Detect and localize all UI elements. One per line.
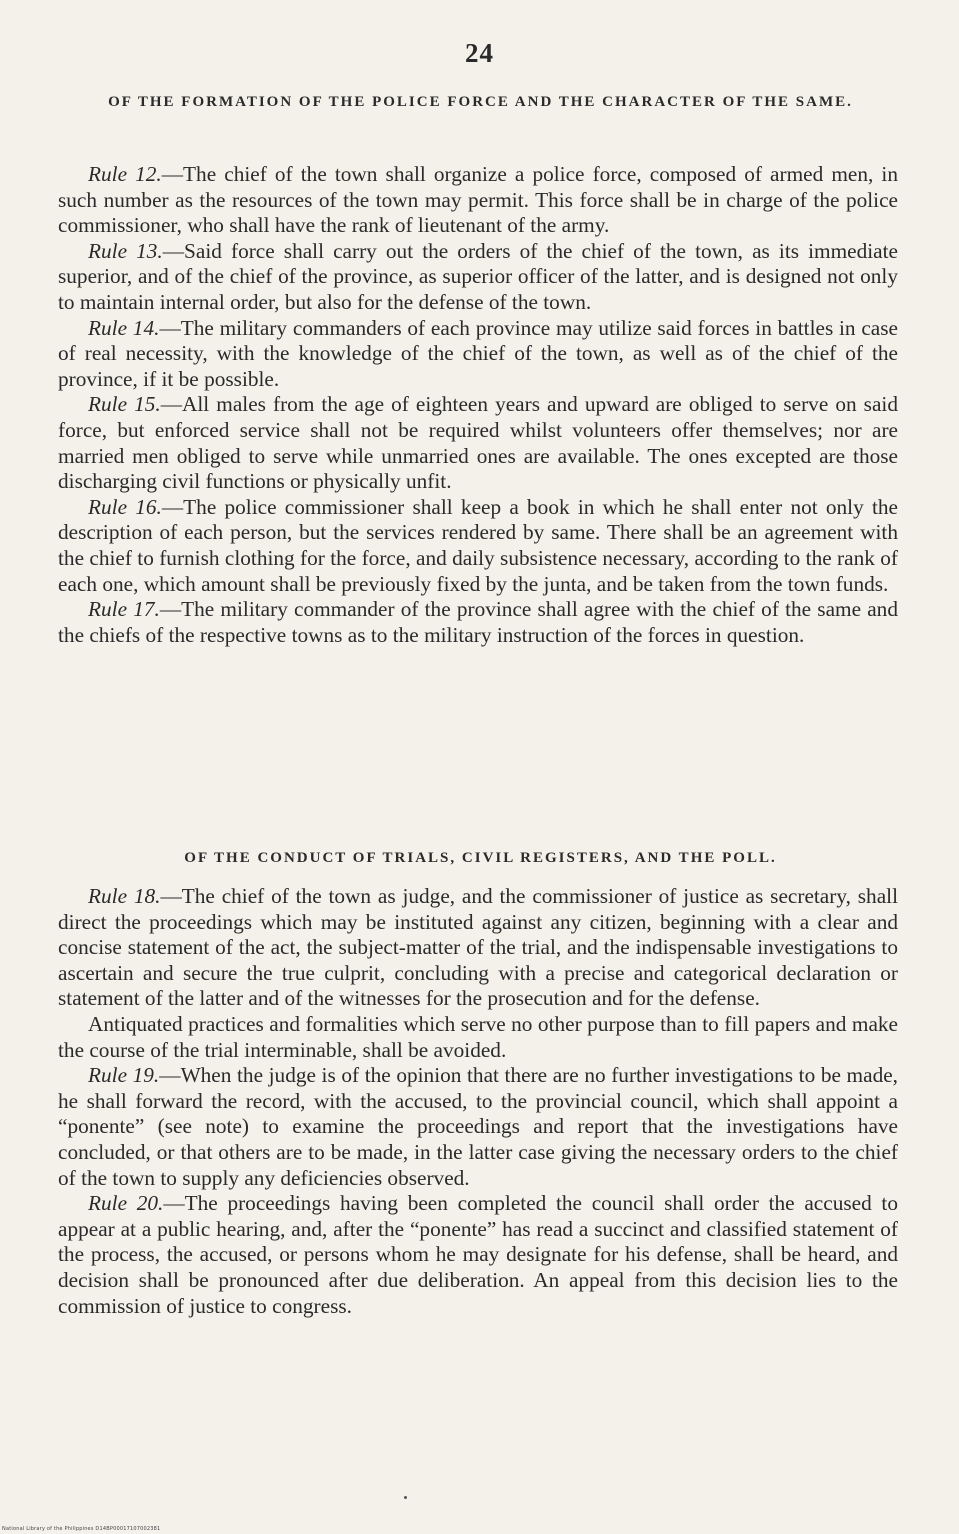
section-heading-trials: OF THE CONDUCT OF TRIALS, CIVIL REGISTERS, AND THE POLL. bbox=[184, 850, 777, 866]
rule-text: —The chief of the town as judge, and the commissioner of justice as secretary, shall direct the proceedings which may be instituted against any citizen, beginning with a clear and concise statement of the act, the subject-matter of the trial, and the indispensable investigations to ascertain and secure the true culprit, concluding with a precise and categorical declaration or statement of the latter and of the witnesses for the prosecution and for the defense. bbox=[58, 884, 898, 1011]
rule-text: —The military commander of the province shall agree with the chief of the same and the chiefs of the respective towns as to the military instruction of the forces in question. bbox=[58, 597, 898, 647]
rule-label: Rule 19. bbox=[88, 1063, 160, 1088]
rule-paragraph bbox=[58, 597, 898, 648]
rule-paragraph bbox=[58, 1063, 898, 1191]
rule-paragraph bbox=[58, 1191, 898, 1319]
ink-dot bbox=[404, 1496, 407, 1499]
rule-paragraph bbox=[58, 316, 898, 393]
section-heading-police-force: OF THE FORMATION OF THE POLICE FORCE AND THE CHARACTER OF THE SAME. bbox=[108, 94, 853, 110]
rule-paragraph bbox=[58, 884, 898, 1012]
footer-scan-id: National Library of the Philippines D14BP00017107002381 bbox=[2, 1526, 161, 1532]
page-number: 24 bbox=[465, 38, 494, 68]
rule-text: —The chief of the town shall organize a police force, composed of armed men, in such number as the resources of the town may permit. This force shall be in charge of the police commissioner, who shall have the rank of lieutenant of the army. bbox=[58, 162, 898, 238]
rule-label: Rule 16. bbox=[88, 494, 162, 519]
rule-paragraph bbox=[58, 392, 898, 494]
rule-text: —All males from the age of eighteen years and upward are obliged to serve on said force, but enforced service shall not be required whilst volunteers offer themselves; nor are married men obliged to serve while unmarried ones are available. The ones excepted are those discharging civil functions or physically unfit. bbox=[58, 392, 898, 494]
rule-label: Rule 13. bbox=[88, 238, 163, 263]
rule-text: —When the judge is of the opinion that there are no further investigations to be made, he shall forward the record, with the accused, to the provincial council, which shall appoint a “ponente” (see note) to examine the proceedings and report that the investigations have concluded, or that others are to be made, in the latter case giving the necessary orders to the chief of the town to supply any deficiencies observed. bbox=[58, 1063, 898, 1190]
rule-label: Rule 18. bbox=[88, 884, 161, 908]
rule-label: Rule 12. bbox=[88, 162, 162, 186]
rule-text: Antiquated practices and formalities which serve no other purpose than to fill papers and make the course of the trial interminable, shall be avoided. bbox=[58, 1011, 898, 1062]
plain-paragraph bbox=[58, 1012, 898, 1063]
rule-paragraph bbox=[58, 495, 898, 597]
rule-label: Rule 17. bbox=[88, 597, 160, 622]
rule-label: Rule 15. bbox=[88, 392, 161, 417]
section-body-police-force bbox=[58, 162, 898, 648]
rule-paragraph bbox=[58, 162, 898, 239]
rule-text: —Said force shall carry out the orders of the chief of the town, as its immediate superior, and of the chief of the province, as superior officer of the latter, and is designed not only to maintain internal order, but also for the defense of the town. bbox=[58, 238, 898, 314]
rule-label: Rule 20. bbox=[88, 1191, 164, 1216]
rule-paragraph bbox=[58, 239, 898, 316]
rule-text: —The proceedings having been completed the council shall order the accused to appear at a public hearing, and, after the “ponente” has read a succinct and classified statement of the process, the accused, or persons whom he may designate for his defense, shall be heard, and decision shall be pronounced after due deliberation. An appeal from this decision lies to the commission of justice to congress. bbox=[58, 1191, 898, 1318]
rule-text: —The military commanders of each province may utilize said forces in battles in case of real necessity, with the knowledge of the chief of the town, as well as of the chief of the province, if it be possible. bbox=[58, 315, 898, 391]
section-body-trials bbox=[58, 884, 898, 1319]
rule-text: —The police commissioner shall keep a book in which he shall enter not only the description of each person, but the services rendered by same. There shall be an agreement with the chief to furnish clothing for the force, and daily subsistence necessary, according to the rank of each one, which amount shall be previously fixed by the junta, and be taken from the town funds. bbox=[58, 494, 898, 596]
rule-label: Rule 14. bbox=[88, 315, 160, 340]
